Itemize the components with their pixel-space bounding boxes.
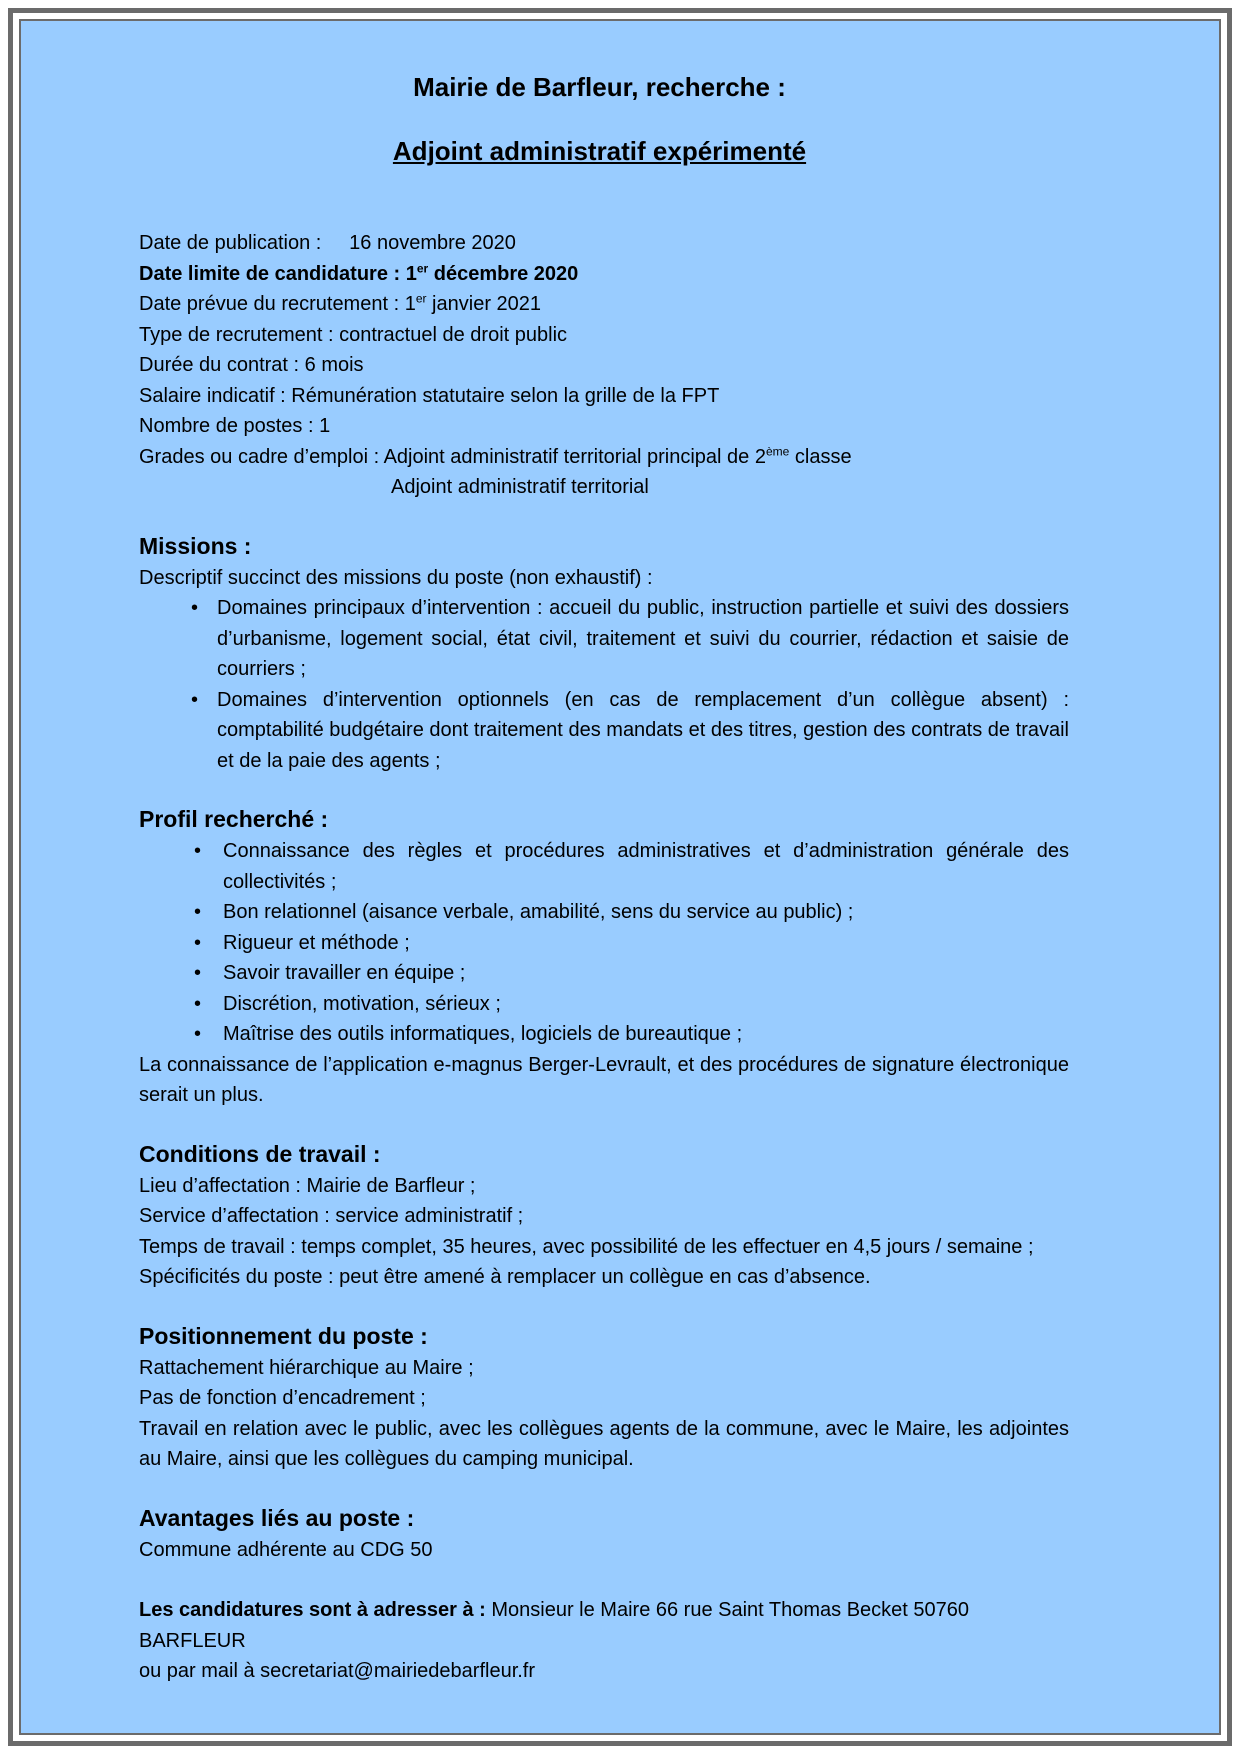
positionnement-line: Rattachement hiérarchique au Maire ; bbox=[139, 1356, 474, 1379]
contact-email: ou par mail à secretariat@mairiedebarfleur.fr bbox=[139, 1660, 536, 1682]
grades bbox=[139, 442, 1069, 473]
salary: Salaire indicatif : Rémunération statutaire selon la grille de la FPT bbox=[139, 384, 720, 407]
profil-note: La connaissance de l’application e-magnus Berger-Levrault, et des procédures de signature électronique serait un plus. bbox=[139, 1053, 1069, 1106]
grades-line2: Adjoint administratif territorial bbox=[391, 476, 649, 498]
positions-count: Nombre de postes : 1 bbox=[139, 415, 331, 437]
conditions-line: Spécificités du poste : peut être amené à remplacer un collègue en cas d’absence. bbox=[139, 1266, 871, 1288]
profil-heading: Profil recherché : bbox=[139, 806, 329, 832]
list-item: • Savoir travailler en équipe ; bbox=[223, 958, 1069, 989]
missions-intro: Descriptif succinct des missions du poste (non exhaustif) : bbox=[139, 566, 653, 589]
missions-list bbox=[139, 593, 1069, 776]
publication-label: Date de publication : bbox=[139, 232, 322, 254]
deadline-rest: décembre 2020 bbox=[428, 262, 579, 285]
recruit-sup: er bbox=[415, 291, 427, 306]
profil-list bbox=[139, 836, 1069, 1050]
list-item: • Domaines d’intervention optionnels (en cas de remplacement d’un collègue absent) : comptabilité budgétaire dont traitement des mandats et des titres, gestion des contrats de travail et de la paie des agents ; bbox=[217, 685, 1069, 777]
deadline-sup: er bbox=[416, 260, 429, 275]
missions-heading: Missions : bbox=[139, 532, 252, 559]
deadline-label: Date limite de candidature : 1 bbox=[139, 262, 417, 285]
deadline-date bbox=[139, 259, 1069, 290]
list-item: • Maîtrise des outils informatiques, logiciels de bureautique ; bbox=[223, 1019, 1069, 1050]
conditions-line: Lieu d’affectation : Mairie de Barfleur ; bbox=[139, 1174, 476, 1197]
grades-rest: classe bbox=[789, 445, 852, 468]
positionnement-line: Pas de fonction d’encadrement ; bbox=[139, 1387, 426, 1409]
list-item: • Connaissance des règles et procédures administratives et d’administration générale des collectivités ; bbox=[223, 836, 1069, 897]
positionnement-heading: Positionnement du poste : bbox=[139, 1322, 428, 1349]
list-item: • Domaines principaux d’intervention : accueil du public, instruction partielle et suivi des dossiers d’urbanisme, logement social, état civil, traitement et suivi du courrier, rédaction et saisie de courriers ; bbox=[217, 593, 1069, 685]
recruit-type: Type de recrutement : contractuel de droit public bbox=[139, 323, 568, 346]
list-item: • Discrétion, motivation, sérieux ; bbox=[223, 989, 1069, 1020]
job-info bbox=[139, 228, 1069, 503]
conditions-line: Temps de travail : temps complet, 35 heures, avec possibilité de les effectuer en 4,5 jours / semaine ; bbox=[139, 1235, 1034, 1258]
publication-date bbox=[139, 228, 1069, 259]
publication-value: 16 novembre 2020 bbox=[349, 232, 516, 254]
positionnement-paragraph: Travail en relation avec le public, avec les collègues agents de la commune, avec le Maire, les adjointes au Maire, ainsi que les collègues du camping municipal. bbox=[139, 1417, 1069, 1470]
contact-line bbox=[139, 1595, 1069, 1656]
list-item: • Rigueur et méthode ; bbox=[223, 928, 1069, 959]
job-posting bbox=[139, 60, 1069, 1687]
spacer bbox=[139, 1565, 1069, 1595]
conditions-heading: Conditions de travail : bbox=[139, 1140, 381, 1167]
contact-label: Les candidatures sont à adresser à : bbox=[139, 1599, 486, 1621]
recruit-label: Date prévue du recrutement : 1 bbox=[139, 293, 416, 315]
recruit-rest: janvier 2021 bbox=[426, 293, 542, 315]
contract-duration: Durée du contrat : 6 mois bbox=[139, 354, 364, 376]
grades-sup: ème bbox=[765, 443, 790, 458]
avantages-heading: Avantages liés au poste : bbox=[139, 1504, 415, 1531]
list-item: • Bon relationnel (aisance verbale, amabilité, sens du service au public) ; bbox=[223, 897, 1069, 928]
job-title: Adjoint administratif expérimenté bbox=[392, 136, 807, 166]
avantages-text: Commune adhérente au CDG 50 bbox=[139, 1538, 433, 1561]
conditions-line: Service d’affectation : service administratif ; bbox=[139, 1205, 524, 1227]
page-title: Mairie de Barfleur, recherche : bbox=[413, 72, 786, 102]
contact-address: Monsieur le Maire 66 rue Saint Thomas Becket 50760 BARFLEUR bbox=[139, 1599, 970, 1652]
grades-label: Grades ou cadre d’emploi : Adjoint administratif territorial principal de 2 bbox=[139, 445, 766, 468]
recruit-date bbox=[139, 289, 1069, 320]
